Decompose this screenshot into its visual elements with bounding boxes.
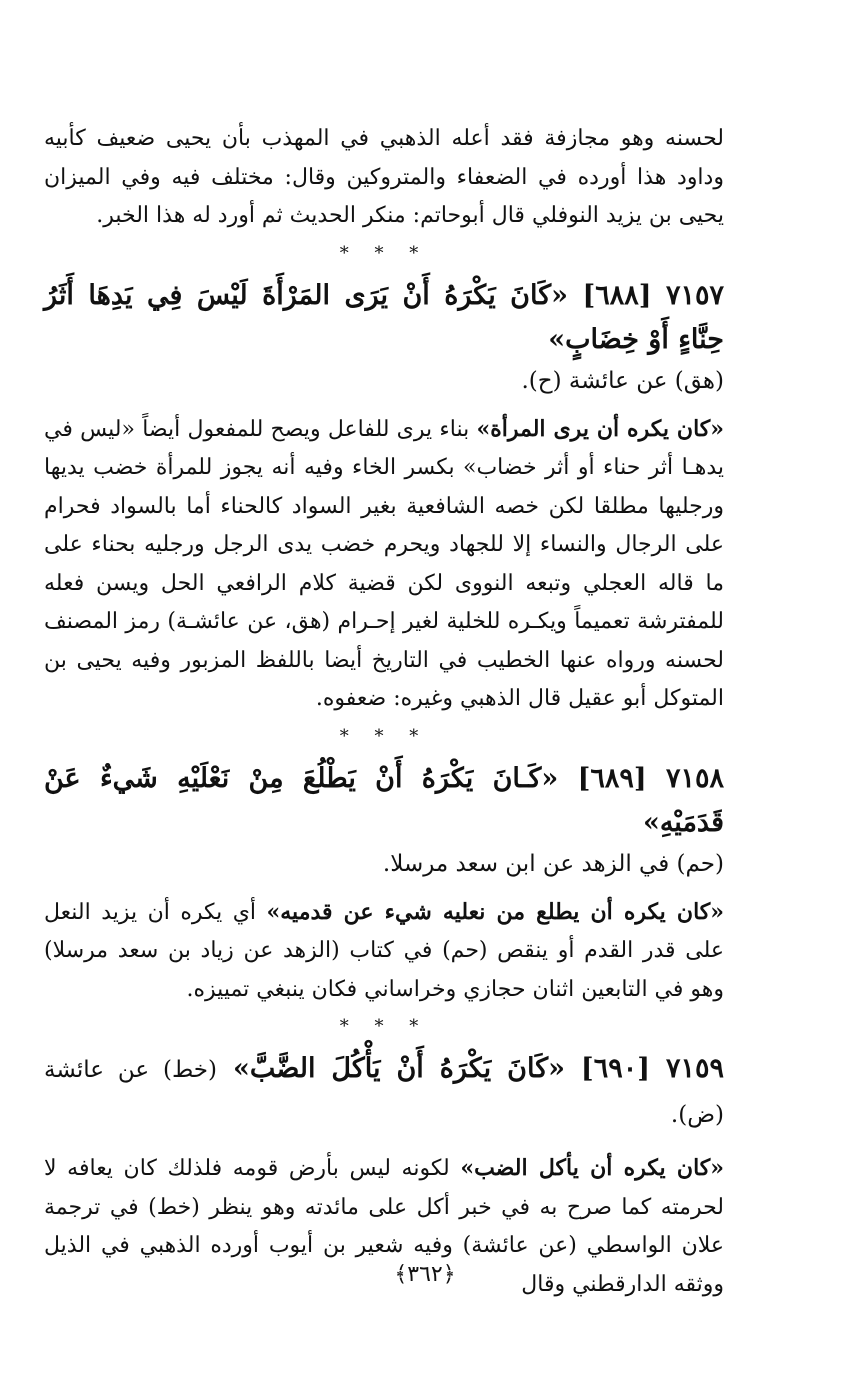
commentary-quote: «كان يكره أن يأكل الضب» [460,1155,724,1181]
hadith-text: «كَانَ يَكْرَهُ أَنْ يَرَى المَرْأَةَ لَيْسَ فِي يَدِهَا أَثَرُ حِنَّاءٍ أَوْ خِضَابٍ» [44,279,724,355]
intro-line: هذا أورده في الضعفاء والمتروكين وقال: مختلف فيه وفي الميزان يحيى بن يزيد [44,164,724,228]
intro-line: لحسنه وهو مجازفة فقد أعله الذهبي في المهذب بأن يحيى ضعيف كأبيه وداود [44,126,724,190]
commentary-paragraph [44,893,724,1010]
hadith-text: «كَانَ يَكْرَهُ أَنْ يَأْكُلَ الضَّبَّ» [232,1053,565,1084]
hadith-heading [44,757,724,845]
page-number: ﴿٣٦٢﴾ [394,1262,456,1287]
commentary-quote: «كان يكره أن يطلع من نعليه شيء عن قدميه» [266,898,724,925]
hadith-number: ٧١٥٧ [٦٨٨] [582,279,725,311]
separator: * * * [339,725,429,747]
commentary-paragraph [44,410,724,719]
separator: * * * [339,242,429,264]
hadith-source: (خط) عن عائشة (ض). [44,1057,724,1128]
commentary-text: أي يكره أن يزيد النعل على قدر القدم أو ينقص (حم) في كتاب (الزهد عن زياد بن سعد مرسلا) وهو في التابعين اثنان حجازي وخراساني فكان ينبغي تمييزه. [44,899,724,1002]
hadith-source: (هق) عن عائشة (ح). [521,367,724,394]
separator: * * * [339,1016,429,1037]
hadith-text: «كَـانَ يَكْرَهُ أَنْ يَطْلُعَ مِنْ نَعْلَيْهِ شَيءٌ عَنْ قَدَمَيْهِ» [44,762,724,838]
commentary-text: بناء يرى للفاعل ويصح للمفعول أيضاً «ليس في يدهـا أثر حناء أو أثر خضاب» بكسر الخاء وفيه أنه يجوز للمرأة خضب يديها ورجليها مطلقا لكن خصه الشافعية بغير السواد كالحناء أما بالسواد فحرام على الرجال والنساء إلا للجهاد ويحرم خضب يدى الرجل ورجليه بحناء على ما قاله العجلي وتبعه النووى لكن قضية كلام الرافعي الحل ويسن فعله للمفترشة تعميماً ويكـره للخلية لغير إحـرام (هق، عن عائشـة) رمز المصنف لحسنه ورواه عنها الخطيب في التاريخ أيضا باللفظ المزبور وفيه يحيى بن المتوكل أبو عقيل قال الذهبي وغيره: ضعفوه. [44,416,724,711]
hadith-number: ٧١٥٨ [٦٨٩] [577,762,724,794]
hadith-heading [44,274,724,362]
page-body [44,120,724,1304]
hadith-number: ٧١٥٩ [٦٩٠] [580,1053,724,1084]
commentary-quote: «كان يكره أن يرى المرأة» [476,415,724,442]
intro-line: النوفلي قال أبوحاتم: منكر الحديث ثم أورد له هذا الخبر. [96,203,599,228]
hadith-heading [44,1047,724,1137]
intro-paragraph [44,120,724,236]
hadith-source: (حم) في الزهد عن ابن سعد مرسلا. [382,850,724,877]
commentary-text: لكونه ليس بأرض قومه فلذلك كان يعافه لا لحرمته كما صرح به في خبر أكل على مائدته وهو ينظر (خط) في ترجمة علان الواسطي (عن عائشة) وفيه شعير بن أيوب أورده الذهبي في الذيل ووثقه الدارقطني وقال [44,1156,724,1297]
